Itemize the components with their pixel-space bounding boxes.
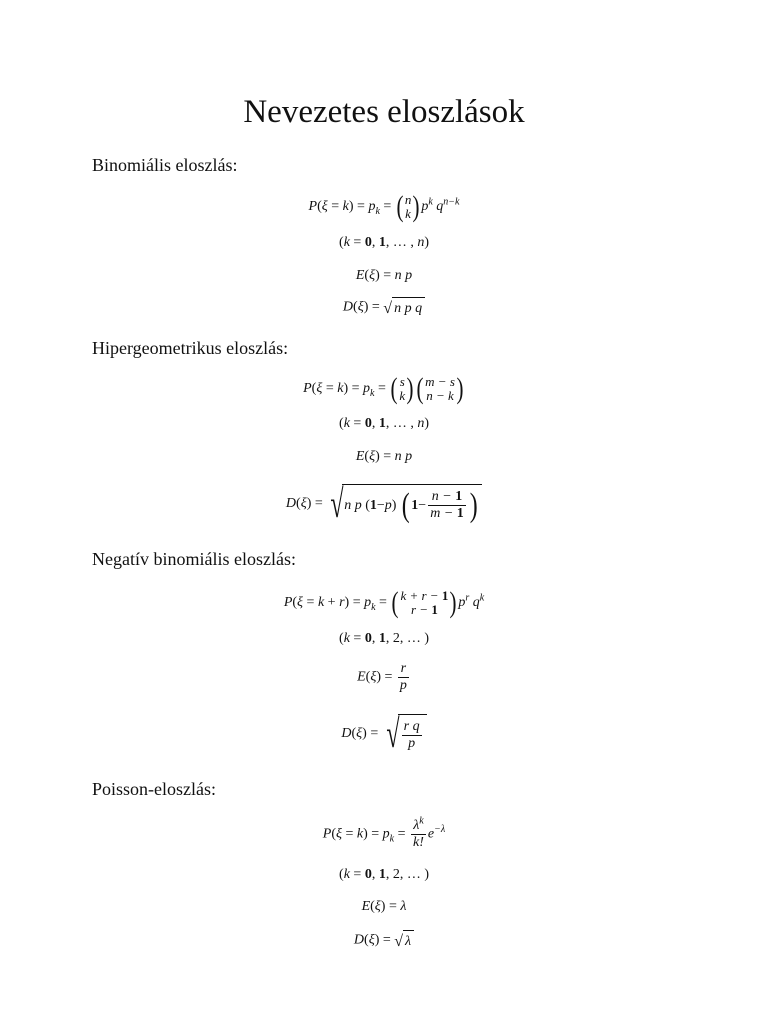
page-title: Nevezetes eloszlások — [243, 94, 525, 130]
poisson-pmf: $P(\xi = k) = p_k$ = $\frac{\lambda^k}{k!}$ $e^{-\lambda}$ — [322, 815, 446, 850]
binomial-mean: E(ξ) = n p — [355, 268, 413, 283]
poisson-sd: D(ξ) = √ λ — [0, 930, 768, 951]
negative-binomial-sd: D(ξ) = √ $\frac{\text{r q}}{p}$ — [0, 714, 768, 754]
binomial-pmf: $P(\xi = k) = p_k$ = ( n k ) $p^k$ $q^{n-k}$ — [308, 190, 460, 223]
poisson-range: (k = 0, 1, 2, … ) — [339, 867, 429, 882]
binomial-sd: D(ξ) = √ n p q — [0, 297, 768, 318]
heading-binomial: Binomiális eloszlás: — [92, 155, 238, 175]
negative-binomial-range: (k = 0, 1, 2, … ) — [339, 631, 429, 646]
hypergeometric-sd: D(ξ) = √ n p ( 1 − p ) ( 1 − $\frac{n - 1}{m - 1}$ ) — [0, 484, 768, 524]
heading-poisson: Poisson-eloszlás: — [92, 779, 216, 799]
hypergeometric-mean: E(ξ) = n p — [355, 449, 413, 464]
hypergeometric-range: (k = 0, 1, … , n) — [339, 416, 429, 431]
heading-negative-binomial: Negatív binomiális eloszlás: — [92, 549, 296, 569]
negative-binomial-pmf: $P(\xi = k + r) = p_k$ = ( k + r − 1 r − 1 ) $p^r$ $q^k$ — [283, 586, 485, 619]
poisson-mean: E(ξ) = λ — [361, 899, 407, 914]
negative-binomial-mean: E(ξ) = $\frac{r}{p}$ — [357, 661, 407, 693]
heading-hypergeometric: Hipergeometrikus eloszlás: — [92, 338, 289, 358]
hypergeometric-pmf: $P(\xi = k) = p_k$ = ( s k ) ( m − s n − k ) — [303, 372, 464, 405]
binomial-range: (k = 0, 1, … , n) — [339, 235, 429, 250]
